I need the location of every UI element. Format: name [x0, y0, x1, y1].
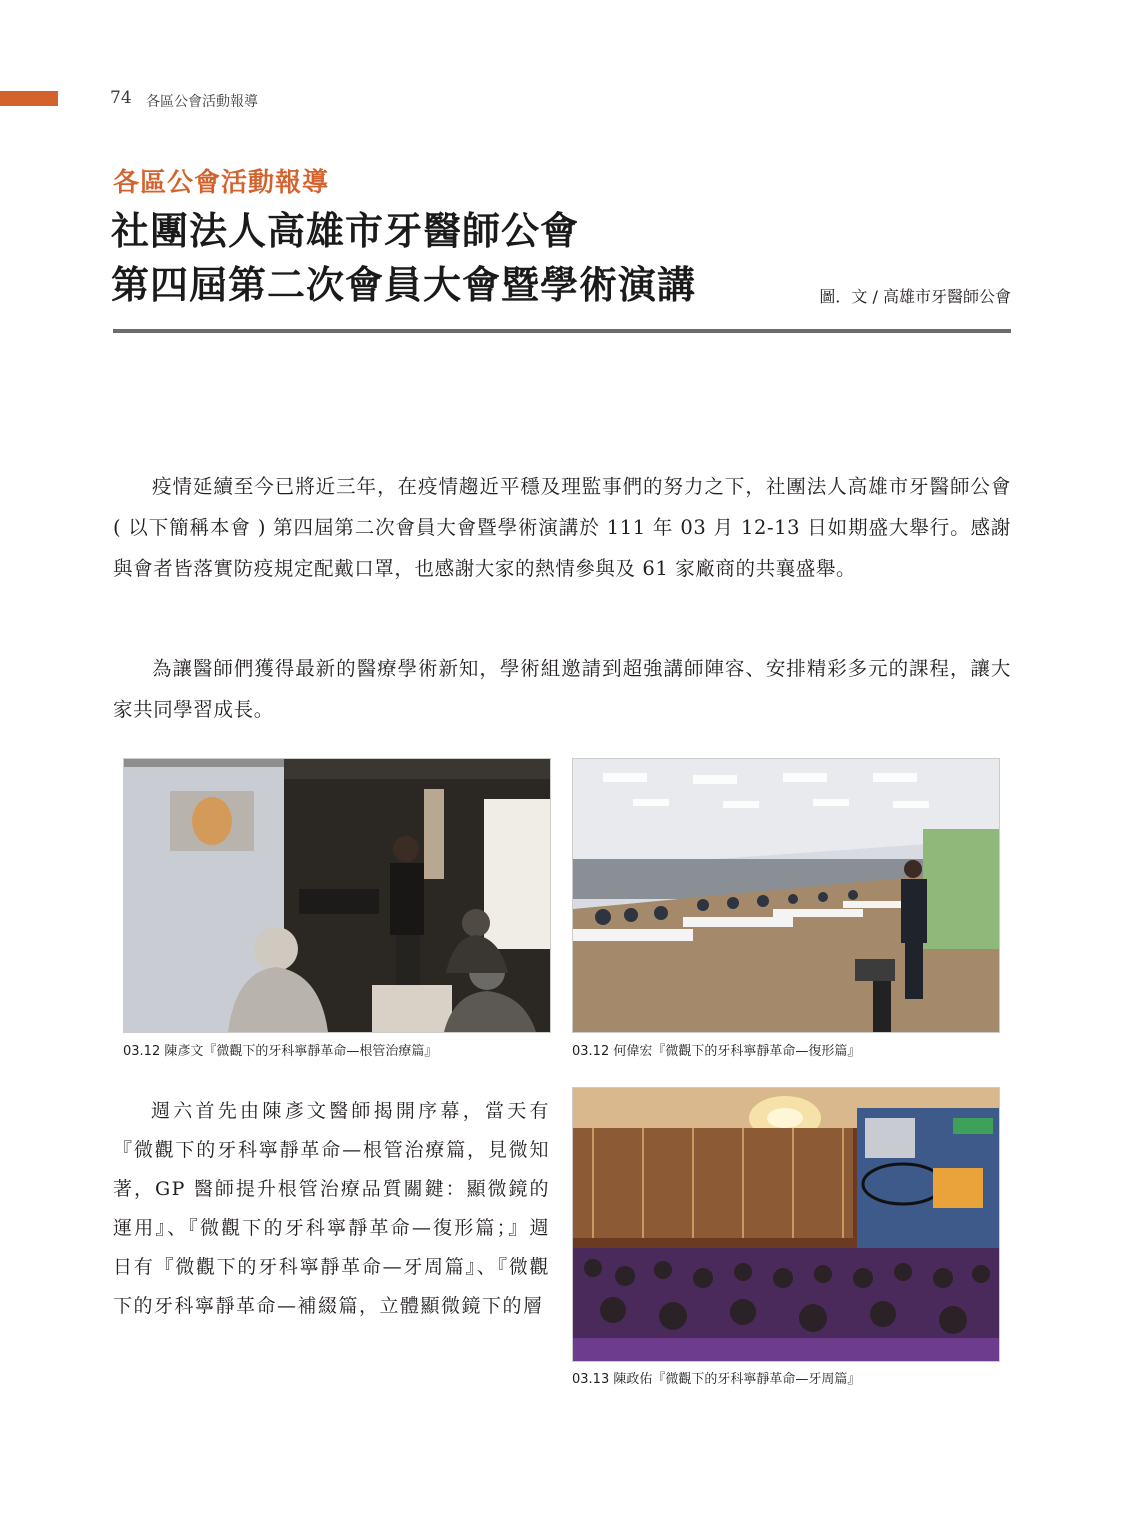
- body-paragraph-3: 週六首先由陳彥文醫師揭開序幕，當天有『微觀下的牙科寧靜革命—根管治療篇，見微知著，GP 醫師提升根管治療品質關鍵：顯微鏡的運用』、『微觀下的牙科寧靜革命—復形篇；』週日有『微觀下的牙科寧靜革命—牙周篇』、『微觀下的牙科寧靜革命—補綴篇，立體顯微鏡下的層: [113, 1100, 550, 1317]
- header-accent-bar: [0, 91, 58, 106]
- page-number: 74: [110, 88, 132, 108]
- body-paragraph-1: 疫情延續至今已將近三年，在疫情趨近平穩及理監事們的努力之下，社團法人高雄市牙醫師公會 ( 以下簡稱本會 ) 第四屆第二次會員大會暨學術演講於 111 年 03 月 12-13 日如期盛大舉行。感謝與會者皆落實防疫規定配戴口罩，也感謝大家的熱情參與及 61 家廠商的共襄盛舉。: [113, 475, 1011, 580]
- article-kicker: 各區公會活動報導: [113, 168, 330, 198]
- photo-caption-1: 03.12 陳彥文『微觀下的牙科寧靜革命—根管治療篇』: [123, 1044, 438, 1059]
- photo-lecture-root-canal: [123, 758, 551, 1033]
- photo-caption-2: 03.12 何偉宏『微觀下的牙科寧靜革命—復形篇』: [572, 1044, 861, 1059]
- article-title: [111, 204, 696, 312]
- photo-lecture-restoration: [572, 758, 1000, 1033]
- body-paragraph-2: 為讓醫師們獲得最新的醫療學術新知，學術組邀請到超強講師陣容、安排精彩多元的課程，讓大家共同學習成長。: [113, 657, 1011, 721]
- running-header-section: 各區公會活動報導: [146, 94, 258, 110]
- article-title-line-2: 第四屆第二次會員大會暨學術演講: [111, 263, 697, 307]
- photo-lecture-periodontal: [572, 1087, 1000, 1362]
- article-title-line-1: 社團法人高雄市牙醫師公會: [111, 209, 580, 253]
- photo-caption-3: 03.13 陳政佑『微觀下的牙科寧靜革命—牙周篇』: [572, 1372, 861, 1387]
- article-credit: 圖．文 / 高雄市牙醫師公會: [819, 287, 1011, 306]
- title-rule: [113, 329, 1011, 333]
